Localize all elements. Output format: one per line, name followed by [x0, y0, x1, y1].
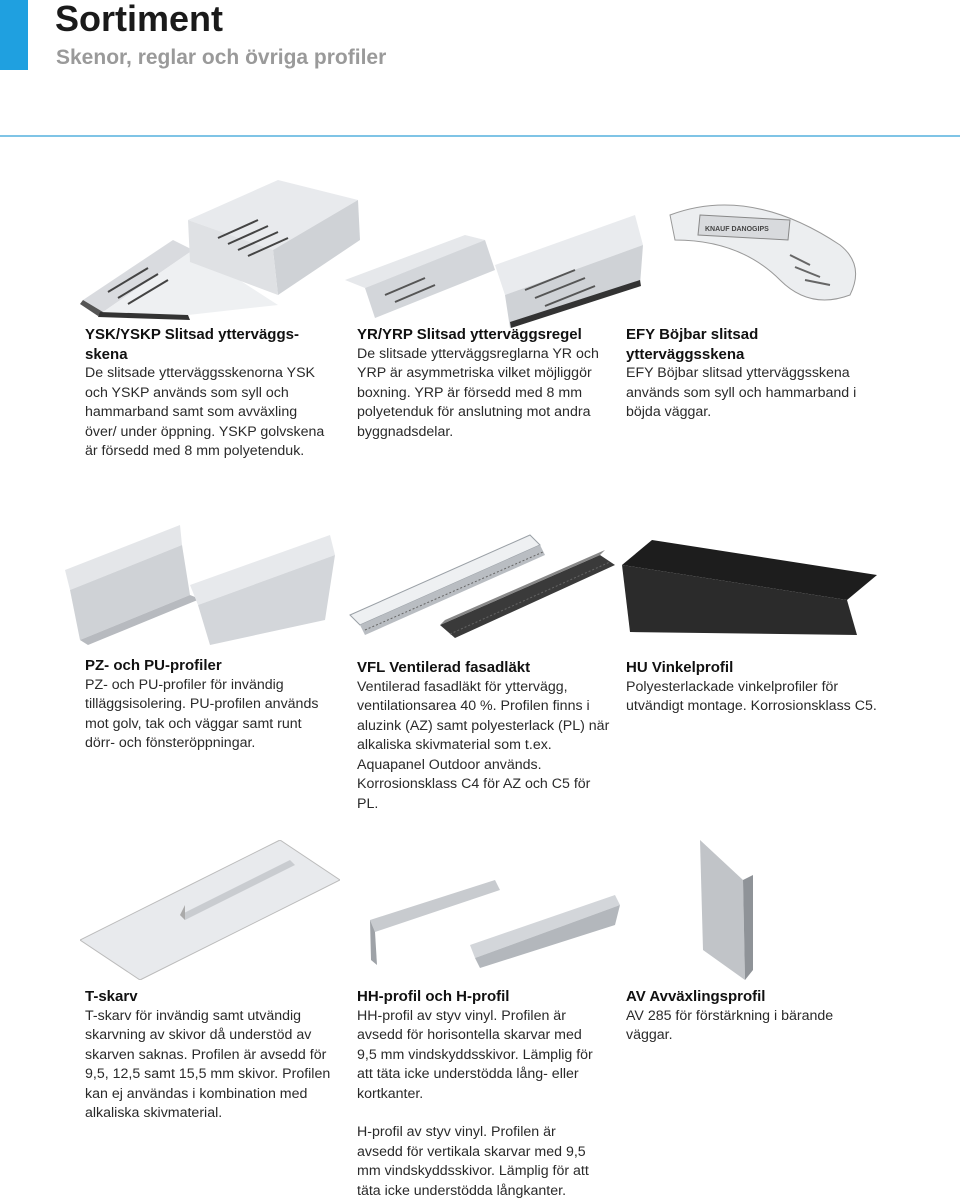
product-heading: T-skarv — [85, 988, 138, 1005]
product-description: EFY Böjbar slitsad ytterväggsskena används som syll och hammarband i böjda väggar. — [626, 365, 857, 420]
product-heading: EFY Böjbar slitsad ytterväggsskena — [626, 326, 759, 363]
product-t-skarv — [85, 987, 340, 1124]
hh-h-image — [365, 870, 625, 970]
efy-brand-label: KNAUF DANOGIPS — [705, 226, 769, 233]
product-vfl — [357, 658, 612, 814]
yr-yrp-image — [345, 210, 645, 330]
product-description-2: H-profil av styv vinyl. Profilen är avsedd för vertikala skarvar med 9,5 mm vindskyddsskivor. Lämplig för att täta icke understödda långkanter. — [357, 1124, 589, 1199]
product-description: Ventilerad fasadläkt för yttervägg, ventilationsarea 40 %. Profilen finns i aluzink (AZ) samt polyesterlack (PL) när alkaliska skivmaterial som t.ex. Aquapanel Outdoor används. Korrosionsklass C4 för AZ och C5 för PL. — [357, 678, 610, 812]
product-description: De slitsade ytterväggsreglarna YR och YRP är asymmetriska vilket möjliggör boxning. YRP är försedd med 8 mm polyetenduk för anslutning mot andra byggnadsdelar. — [357, 345, 599, 440]
header-divider — [0, 135, 960, 137]
product-pz-pu — [85, 656, 335, 754]
av-image — [695, 840, 755, 980]
efy-image — [660, 185, 875, 315]
product-description: HH-profil av styv vinyl. Profilen är avsedd för horisontella skarvar med 9,5 mm vindskyddsskivor. Lämplig för att täta icke understödda lång- eller kortkanter. — [357, 1007, 593, 1102]
vfl-image — [345, 530, 620, 640]
product-heading: YR/YRP Slitsad ytterväggsregel — [357, 326, 582, 343]
product-description: De slitsade ytterväggsskenorna YSK och YSKP används som syll och hammarband samt som avväxling över/ under öppning. YSKP golvskena är försedd med 8 mm polyetenduk. — [85, 365, 325, 459]
product-heading: AV Avväxlingsprofil — [626, 988, 766, 1005]
product-heading: VFL Ventilerad fasadläkt — [357, 659, 531, 676]
product-yr-yrp — [357, 325, 607, 442]
accent-bar — [0, 0, 28, 70]
product-heading: PZ- och PU-profiler — [85, 657, 222, 674]
ysk-yskp-image — [78, 180, 363, 320]
product-av — [626, 987, 876, 1046]
product-heading: HH-profil och H-profil — [357, 988, 510, 1005]
product-description: T-skarv för invändig samt utvändig skarvning av skivor då understöd av skarven saknas. Profilen är avsedd för 9,5, 12,5 samt 15,5 mm skivor. Profilen kan ej användas i kombination med alkaliska skivmaterial. — [85, 1007, 331, 1121]
t-skarv-image — [80, 840, 340, 980]
product-efy — [626, 325, 876, 423]
product-description: PZ- och PU-profiler för invändig tilläggsisolering. PU-profilen används mot golv, tak och väggar samt runt dörr- och fönsteröppningar. — [85, 676, 319, 751]
product-ysk-yskp — [85, 325, 325, 462]
hu-image — [622, 540, 882, 635]
product-description: Polyesterlackade vinkelprofiler för utvändigt montage. Korrosionsklass C5. — [626, 678, 877, 714]
product-description: AV 285 för förstärkning i bärande väggar. — [626, 1007, 834, 1043]
page-title: Sortiment — [55, 0, 224, 39]
product-heading: YSK/YSKP Slitsad ytterväggs-skena — [85, 326, 299, 363]
product-hu — [626, 658, 881, 717]
product-hh-h — [357, 987, 597, 1201]
pz-pu-image — [60, 525, 340, 645]
product-heading: HU Vinkelprofil — [626, 659, 734, 676]
page-subtitle: Skenor, reglar och övriga profiler — [56, 46, 387, 69]
